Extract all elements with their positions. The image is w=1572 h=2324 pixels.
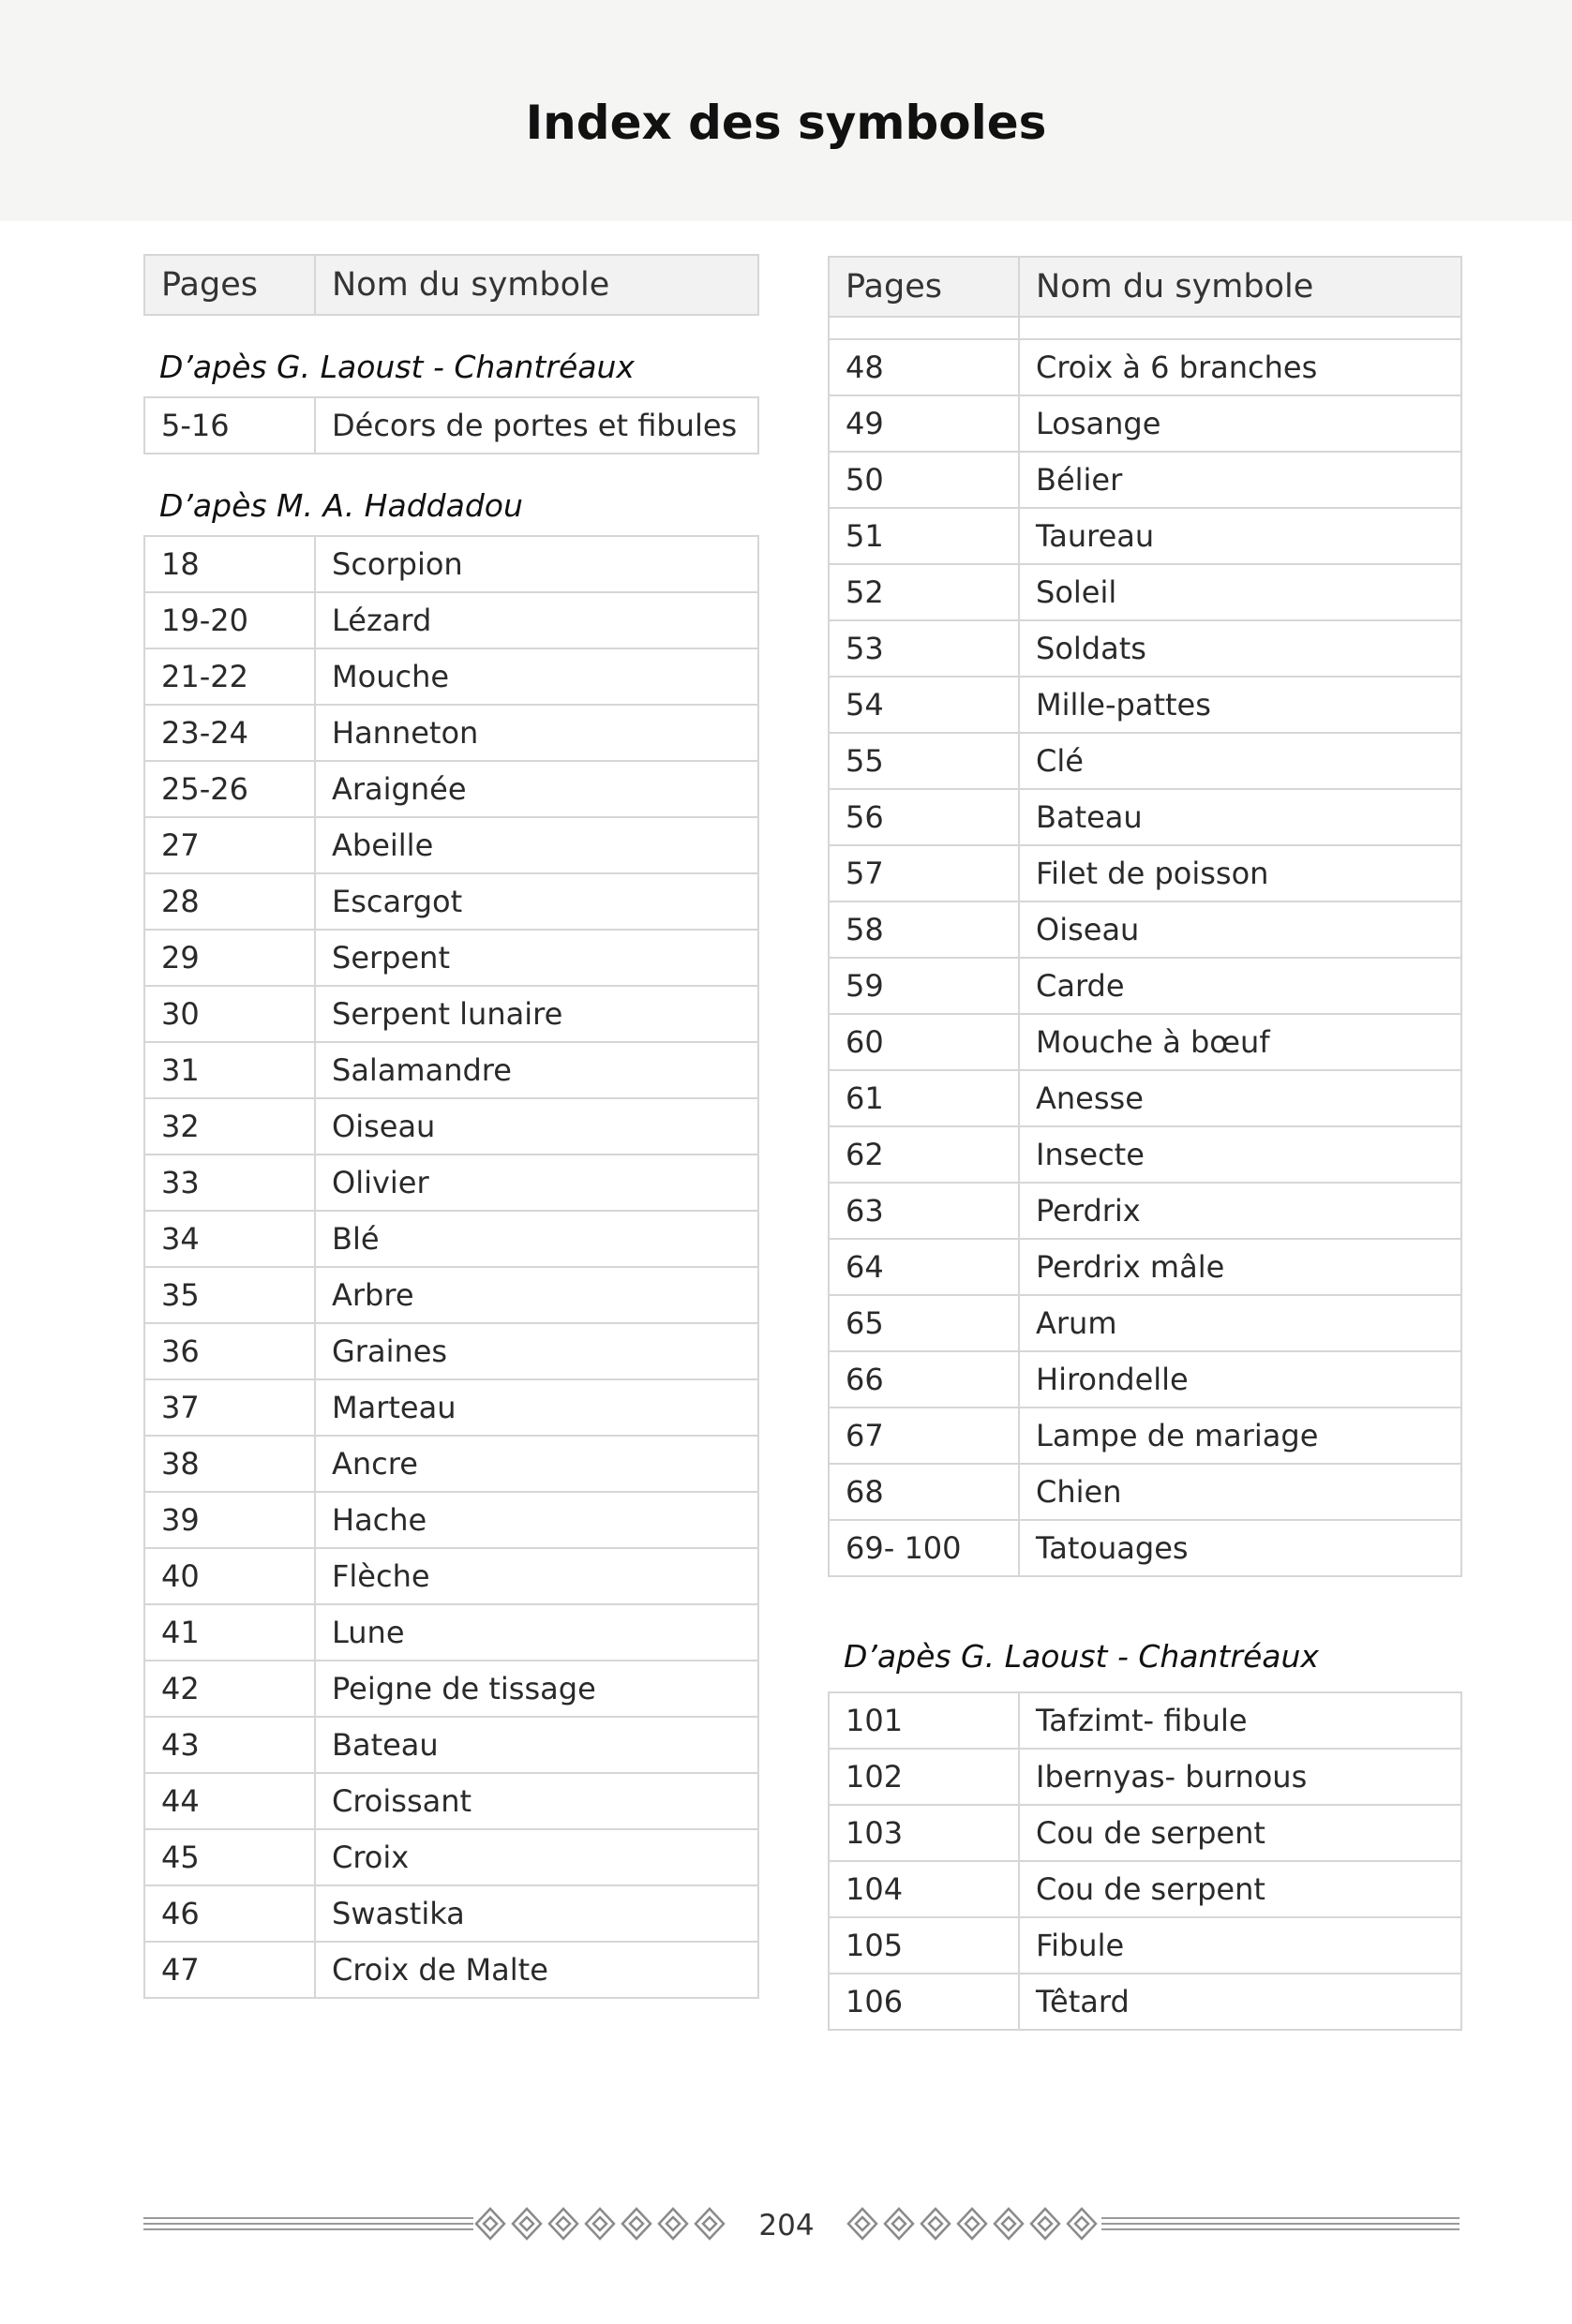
page-range-cell: 55 — [829, 733, 1019, 789]
table-row — [829, 789, 1461, 845]
table-row — [829, 1692, 1461, 1749]
page-range-cell: 27 — [144, 817, 315, 873]
symbol-name-cell: Marteau — [315, 1379, 758, 1436]
table-row — [829, 1239, 1461, 1295]
table-row — [829, 1070, 1461, 1126]
page-range-cell: 66 — [829, 1351, 1019, 1408]
page-range-cell: 46 — [144, 1885, 315, 1942]
symbol-name-cell: Serpent lunaire — [315, 986, 758, 1042]
table-row — [144, 1042, 758, 1098]
table-row — [144, 1211, 758, 1267]
page-range-cell: 33 — [144, 1155, 315, 1211]
page-range-cell: 29 — [144, 930, 315, 986]
table-row — [829, 733, 1461, 789]
page-range-cell: 60 — [829, 1014, 1019, 1070]
page-range-cell: 63 — [829, 1183, 1019, 1239]
page-range-cell: 23-24 — [144, 705, 315, 761]
symbol-name-cell: Insecte — [1019, 1126, 1461, 1183]
symbol-name-cell: Oiseau — [315, 1098, 758, 1155]
table-row — [144, 1155, 758, 1211]
table-header-row — [829, 257, 1461, 317]
empty-row — [829, 317, 1461, 339]
page-range-cell: 5-16 — [144, 397, 315, 454]
table-row — [144, 1885, 758, 1942]
page-range-cell: 32 — [144, 1098, 315, 1155]
page-range-cell: 58 — [829, 901, 1019, 958]
table-row — [144, 592, 758, 648]
page-range-cell: 104 — [829, 1861, 1019, 1917]
table-row — [829, 1805, 1461, 1861]
page-range-cell: 102 — [829, 1749, 1019, 1805]
symbol-name-cell: Carde — [1019, 958, 1461, 1014]
table-row — [144, 705, 758, 761]
right-main-table — [828, 256, 1462, 1577]
page-range-cell: 44 — [144, 1773, 315, 1829]
index-column-left — [143, 254, 759, 1999]
table-row — [144, 1604, 758, 1661]
table-row — [144, 930, 758, 986]
table-row — [829, 677, 1461, 733]
symbol-name-cell: Graines — [315, 1323, 758, 1379]
page-range-cell: 48 — [829, 339, 1019, 395]
section-table — [143, 535, 759, 1999]
page-footer — [0, 2197, 1572, 2254]
table-row — [144, 1492, 758, 1548]
table-row — [829, 1126, 1461, 1183]
section-table — [828, 1691, 1462, 2031]
page-range-cell: 43 — [144, 1717, 315, 1773]
symbol-name-cell: Croissant — [315, 1773, 758, 1829]
table-row — [144, 1323, 758, 1379]
page-range-cell: 68 — [829, 1464, 1019, 1520]
symbol-name-cell: Arbre — [315, 1267, 758, 1323]
table-row — [144, 1942, 758, 1998]
page-range-cell: 51 — [829, 508, 1019, 564]
symbol-name-cell: Hirondelle — [1019, 1351, 1461, 1408]
page-range-cell: 21-22 — [144, 648, 315, 705]
table-row — [829, 339, 1461, 395]
page-range-cell: 28 — [144, 873, 315, 930]
symbol-name-cell: Flèche — [315, 1548, 758, 1604]
symbol-name-cell: Tafzimt- fibule — [1019, 1692, 1461, 1749]
symbol-name-cell: Hanneton — [315, 705, 758, 761]
symbol-name-cell: Mouche à bœuf — [1019, 1014, 1461, 1070]
section-heading: D’apès G. Laoust - Chantréaux — [844, 1638, 1319, 1675]
page-range-cell: 36 — [144, 1323, 315, 1379]
table-row — [144, 873, 758, 930]
index-column-right — [828, 256, 1462, 2031]
symbol-name-cell: Filet de poisson — [1019, 845, 1461, 901]
symbol-name-cell: Serpent — [315, 930, 758, 986]
symbol-name-cell: Soleil — [1019, 564, 1461, 620]
symbol-name-cell: Lune — [315, 1604, 758, 1661]
table-row — [829, 1014, 1461, 1070]
table-row — [829, 958, 1461, 1014]
page-range-cell: 54 — [829, 677, 1019, 733]
section-heading: D’apès G. Laoust - Chantréaux — [159, 349, 635, 385]
table-row — [144, 648, 758, 705]
table-row — [829, 620, 1461, 677]
symbol-name-cell: Tatouages — [1019, 1520, 1461, 1576]
page-range-cell: 56 — [829, 789, 1019, 845]
table-row — [829, 1183, 1461, 1239]
table-row — [144, 1717, 758, 1773]
page-range-cell: 50 — [829, 452, 1019, 508]
symbol-name-cell: Clé — [1019, 733, 1461, 789]
symbol-name-cell: Lézard — [315, 592, 758, 648]
table-row — [144, 1098, 758, 1155]
table-row — [829, 1974, 1461, 2030]
page-range-cell: 105 — [829, 1917, 1019, 1974]
page-range-cell: 49 — [829, 395, 1019, 452]
symbol-name-cell: Hache — [315, 1492, 758, 1548]
page-range-cell: 62 — [829, 1126, 1019, 1183]
page-range-cell: 47 — [144, 1942, 315, 1998]
symbol-name-cell: Chien — [1019, 1464, 1461, 1520]
table-row — [829, 1464, 1461, 1520]
table-header-row — [144, 255, 758, 315]
table-row — [829, 564, 1461, 620]
page-range-cell: 35 — [144, 1267, 315, 1323]
table-row — [144, 817, 758, 873]
table-row — [829, 901, 1461, 958]
table-row — [144, 536, 758, 592]
table-row — [829, 845, 1461, 901]
table-row — [144, 1548, 758, 1604]
table-row — [144, 397, 758, 454]
page-range-cell: 18 — [144, 536, 315, 592]
symbol-name-cell: Perdrix — [1019, 1183, 1461, 1239]
page-range-cell: 41 — [144, 1604, 315, 1661]
symbol-name-cell: Abeille — [315, 817, 758, 873]
symbol-name-cell: Perdrix mâle — [1019, 1239, 1461, 1295]
left-header-table — [143, 254, 759, 316]
page-number: 204 — [758, 2209, 815, 2242]
page-range-cell: 64 — [829, 1239, 1019, 1295]
symbol-name-cell: Cou de serpent — [1019, 1805, 1461, 1861]
table-row — [829, 1749, 1461, 1805]
page-range-cell: 34 — [144, 1211, 315, 1267]
table-row — [829, 1917, 1461, 1974]
symbol-name-cell: Ancre — [315, 1436, 758, 1492]
name-column-header: Nom du symbole — [1019, 257, 1461, 317]
page-range-cell: 103 — [829, 1805, 1019, 1861]
symbol-name-cell: Olivier — [315, 1155, 758, 1211]
page-range-cell: 67 — [829, 1408, 1019, 1464]
page-range-cell: 38 — [144, 1436, 315, 1492]
page-range-cell: 25-26 — [144, 761, 315, 817]
symbol-name-cell: Bateau — [1019, 789, 1461, 845]
symbol-name-cell: Escargot — [315, 873, 758, 930]
table-row — [144, 1829, 758, 1885]
table-row — [829, 1861, 1461, 1917]
symbol-name-cell: Soldats — [1019, 620, 1461, 677]
symbol-name-cell: Swastika — [315, 1885, 758, 1942]
symbol-name-cell: Salamandre — [315, 1042, 758, 1098]
symbol-name-cell: Bateau — [315, 1717, 758, 1773]
symbol-name-cell: Croix de Malte — [315, 1942, 758, 1998]
symbol-name-cell: Scorpion — [315, 536, 758, 592]
symbol-name-cell: Oiseau — [1019, 901, 1461, 958]
page-range-cell: 61 — [829, 1070, 1019, 1126]
name-column-header: Nom du symbole — [315, 255, 758, 315]
page-range-cell: 30 — [144, 986, 315, 1042]
title-band — [0, 0, 1572, 221]
page-title: Index des symboles — [525, 96, 1047, 150]
table-row — [829, 1408, 1461, 1464]
table-row — [144, 761, 758, 817]
symbol-name-cell: Taureau — [1019, 508, 1461, 564]
symbol-name-cell: Mille-pattes — [1019, 677, 1461, 733]
table-row — [144, 1267, 758, 1323]
page-range-cell: 37 — [144, 1379, 315, 1436]
table-row — [829, 1351, 1461, 1408]
symbol-name-cell: Ibernyas- burnous — [1019, 1749, 1461, 1805]
table-row — [144, 986, 758, 1042]
page-range-cell: 42 — [144, 1661, 315, 1717]
symbol-name-cell: Croix à 6 branches — [1019, 339, 1461, 395]
section-heading: D’apès M. A. Haddadou — [159, 487, 523, 524]
symbol-name-cell: Araignée — [315, 761, 758, 817]
symbol-name-cell: Cou de serpent — [1019, 1861, 1461, 1917]
section-table — [143, 396, 759, 454]
page-range-cell: 40 — [144, 1548, 315, 1604]
symbol-name-cell: Peigne de tissage — [315, 1661, 758, 1717]
symbol-name-cell: Losange — [1019, 395, 1461, 452]
symbol-name-cell: Lampe de mariage — [1019, 1408, 1461, 1464]
symbol-name-cell: Mouche — [315, 648, 758, 705]
page-range-cell: 101 — [829, 1692, 1019, 1749]
table-row — [829, 1295, 1461, 1351]
symbol-name-cell: Blé — [315, 1211, 758, 1267]
symbol-name-cell: Bélier — [1019, 452, 1461, 508]
table-row — [829, 452, 1461, 508]
table-row — [829, 395, 1461, 452]
page-range-cell: 57 — [829, 845, 1019, 901]
symbol-name-cell: Anesse — [1019, 1070, 1461, 1126]
page-range-cell: 53 — [829, 620, 1019, 677]
table-row — [144, 1661, 758, 1717]
symbol-name-cell: Têtard — [1019, 1974, 1461, 2030]
table-row — [144, 1379, 758, 1436]
page-range-cell: 65 — [829, 1295, 1019, 1351]
page-range-cell: 39 — [144, 1492, 315, 1548]
pages-column-header: Pages — [144, 255, 315, 315]
page-range-cell: 52 — [829, 564, 1019, 620]
symbol-name-cell: Croix — [315, 1829, 758, 1885]
table-row — [144, 1436, 758, 1492]
symbol-name-cell: Arum — [1019, 1295, 1461, 1351]
table-row — [829, 508, 1461, 564]
pages-column-header: Pages — [829, 257, 1019, 317]
page-range-cell: 31 — [144, 1042, 315, 1098]
symbol-name-cell: Fibule — [1019, 1917, 1461, 1974]
page-range-cell: 106 — [829, 1974, 1019, 2030]
symbol-name-cell: Décors de portes et fibules — [315, 397, 758, 454]
table-row — [144, 1773, 758, 1829]
page-range-cell: 45 — [144, 1829, 315, 1885]
page-range-cell: 19-20 — [144, 592, 315, 648]
page-range-cell: 59 — [829, 958, 1019, 1014]
page-range-cell: 69- 100 — [829, 1520, 1019, 1576]
table-row — [829, 1520, 1461, 1576]
